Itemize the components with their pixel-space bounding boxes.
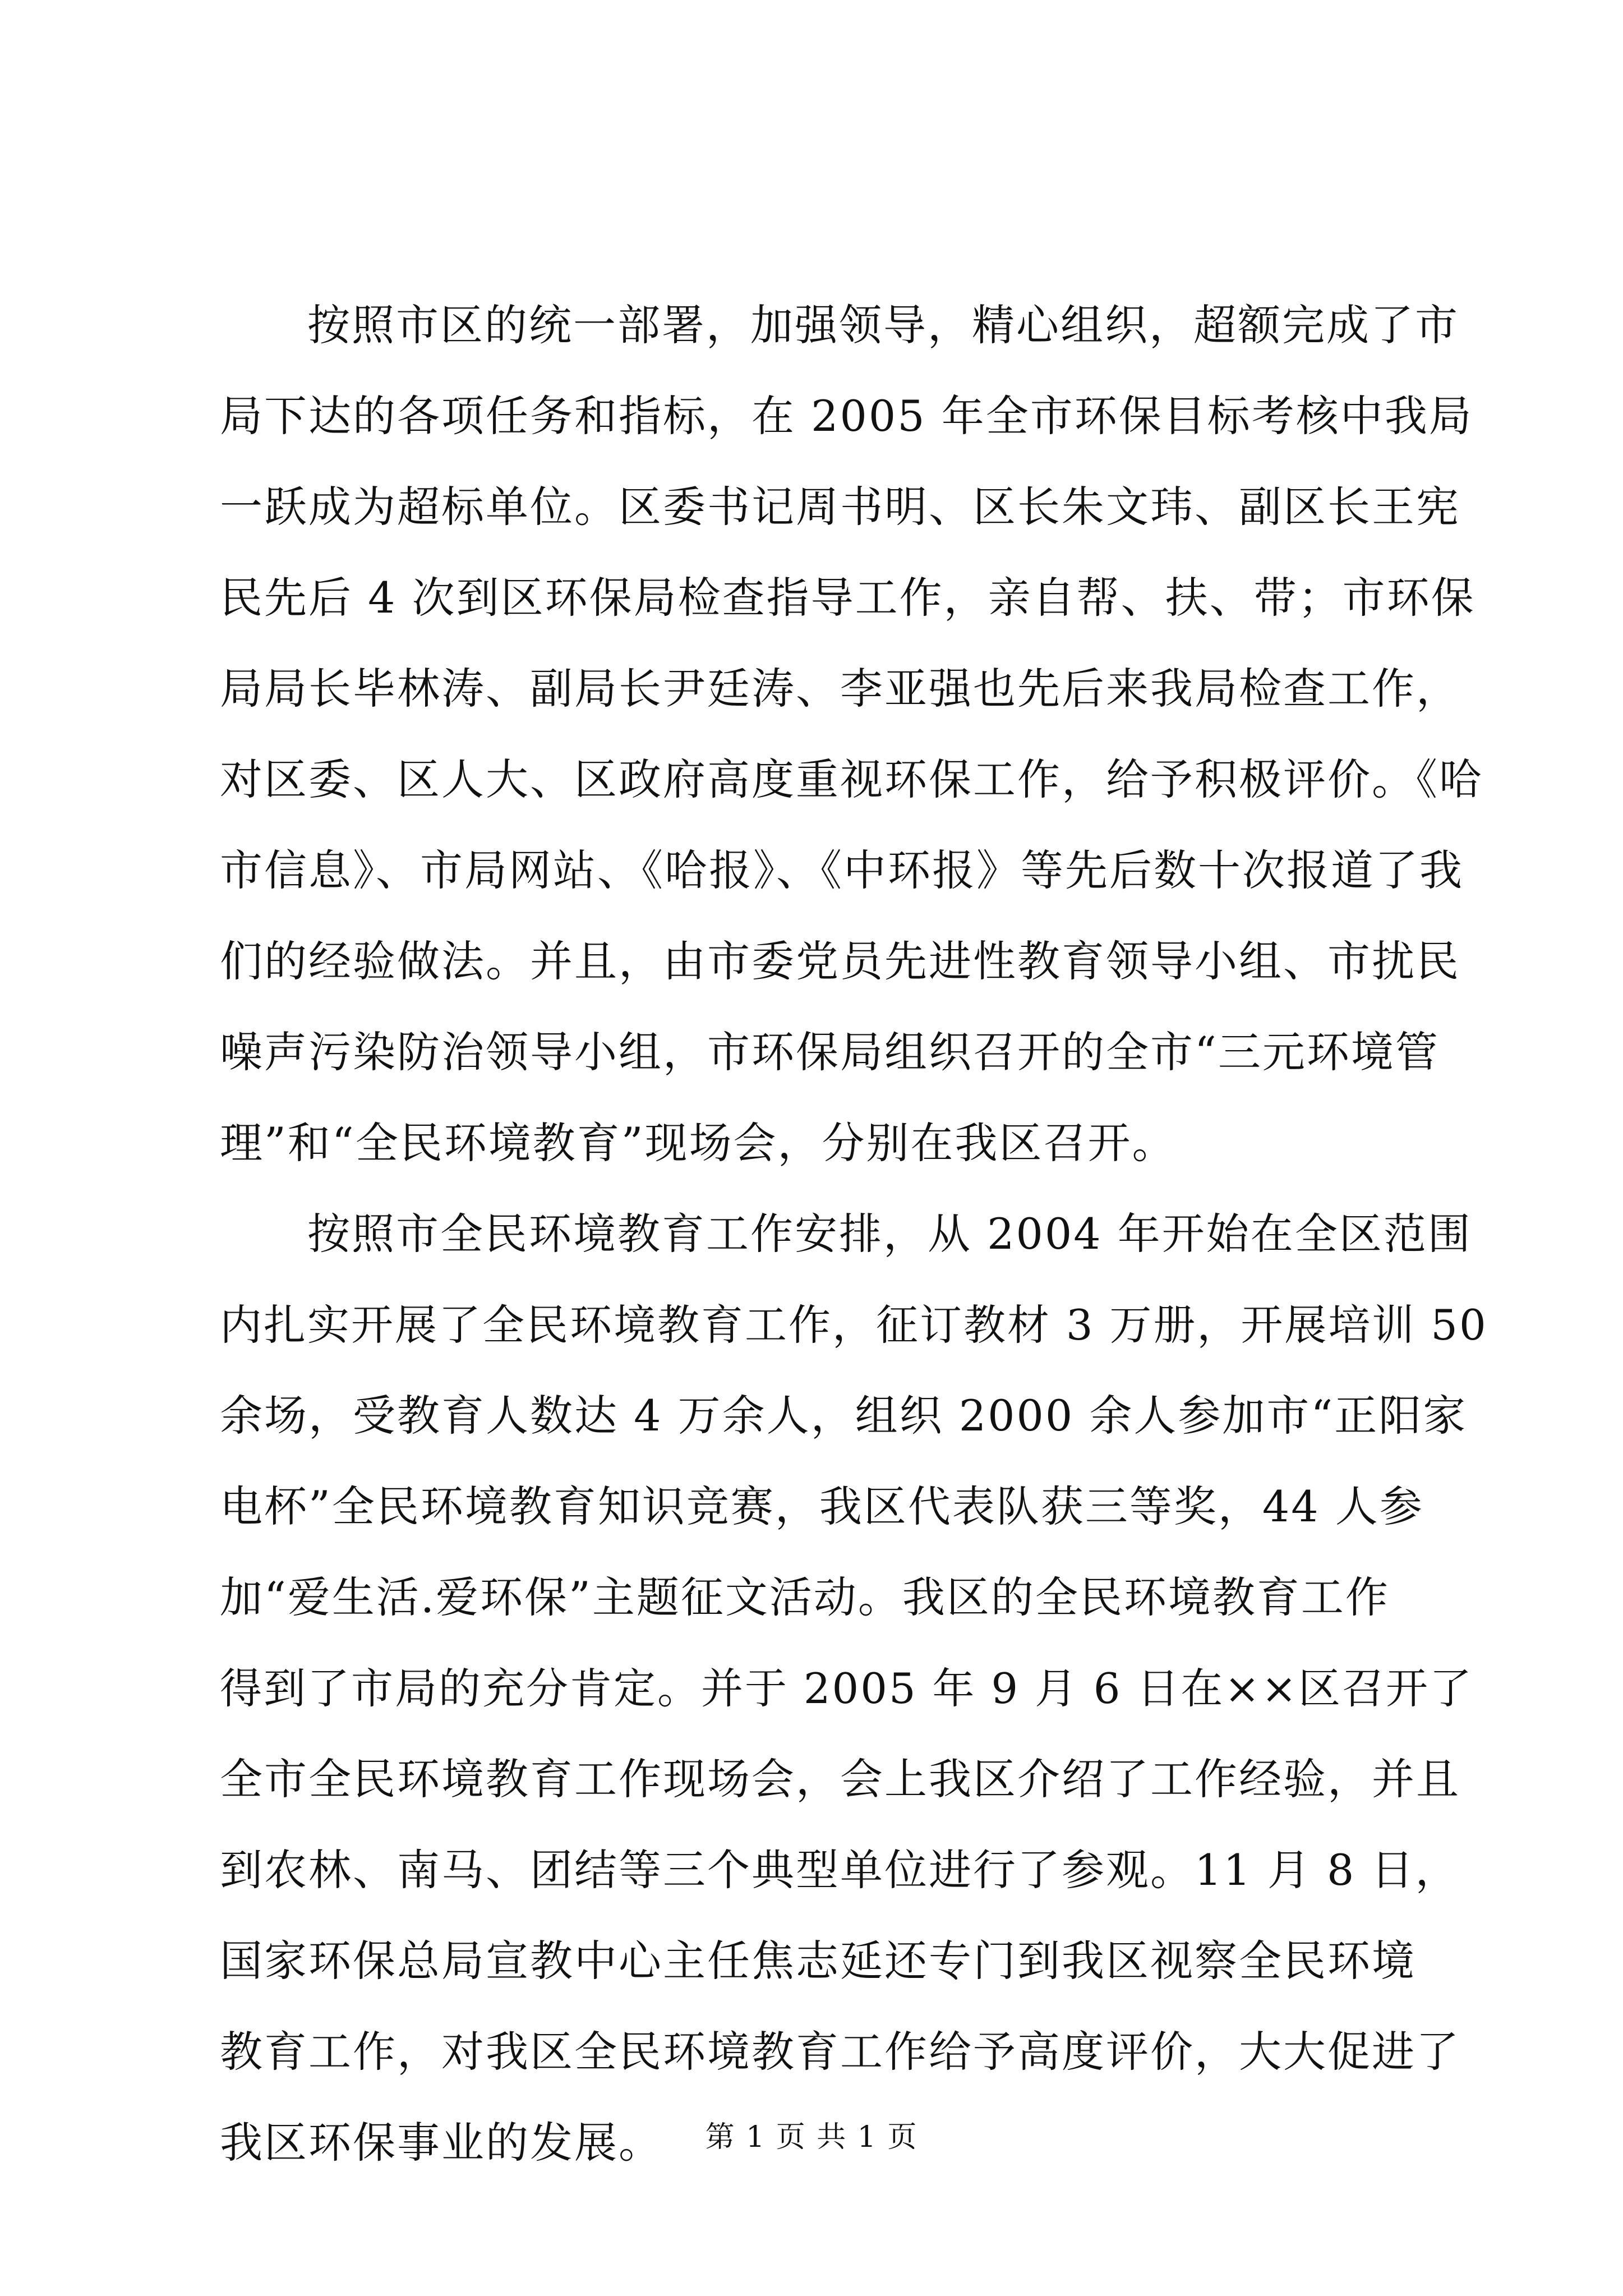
- text-line: 得到了市局的充分肯定。并于 2005 年 9 月 6 日在××区召开了: [220, 1664, 1474, 1713]
- text-line: 局局长毕林涛、副局长尹廷涛、李亚强也先后来我局检查工作，: [220, 664, 1460, 714]
- text-line: 加“爱生活.爱环保”主题征文活动。我区的全民环境教育工作: [220, 1572, 1390, 1622]
- text-line: 我区环保事业的发展。: [220, 2118, 663, 2168]
- text-line: 一跃成为超标单位。区委书记周书明、区长朱文玮、副区长王宪: [220, 482, 1460, 532]
- text-line: 到农林、南马、团结等三个典型单位进行了参观。11 月 8 日，: [220, 1845, 1460, 1895]
- text-line: 电杯”全民环境教育知识竞赛，我区代表队获三等奖，44 人参: [220, 1481, 1424, 1531]
- text-line: 民先后 4 次到区环保局检查指导工作，亲自帮、扶、带；市环保: [220, 573, 1476, 623]
- text-line: 按照市全民环境教育工作安排，从 2004 年开始在全区范围: [307, 1209, 1472, 1259]
- text-line: 余场，受教育人数达 4 万余人，组织 2000 余人参加市“正阳家: [220, 1391, 1468, 1441]
- text-line: 们的经验做法。并且，由市委党员先进性教育领导小组、市扰民: [220, 936, 1460, 986]
- text-line: 全市全民环境教育工作现场会，会上我区介绍了工作经验，并且: [220, 1754, 1460, 1804]
- text-line: 对区委、区人大、区政府高度重视环保工作，给予积极评价。《哈: [220, 754, 1483, 804]
- text-line: 局下达的各项任务和指标，在 2005 年全市环保目标考核中我局: [220, 391, 1473, 441]
- page-footer: 第 1 页 共 1 页: [705, 2120, 918, 2154]
- text-line: 按照市区的统一部署，加强领导，精心组织，超额完成了市: [307, 300, 1459, 350]
- text-line: 噪声污染防治领导小组，市环保局组织召开的全市“三元环境管: [220, 1027, 1440, 1077]
- text-line: 内扎实开展了全民环境教育工作，征订教材 3 万册，开展培训 50: [220, 1300, 1488, 1350]
- text-line: 国家环保总局宣教中心主任焦志延还专门到我区视察全民环境: [220, 1936, 1416, 1986]
- text-line: 教育工作，对我区全民环境教育工作给予高度评价，大大促进了: [220, 2027, 1460, 2077]
- text-line: 市信息》、市局网站、《哈报》、《中环报》等先后数十次报道了我: [220, 845, 1464, 895]
- text-line: 理”和“全民环境教育”现场会，分别在我区召开。: [220, 1118, 1177, 1168]
